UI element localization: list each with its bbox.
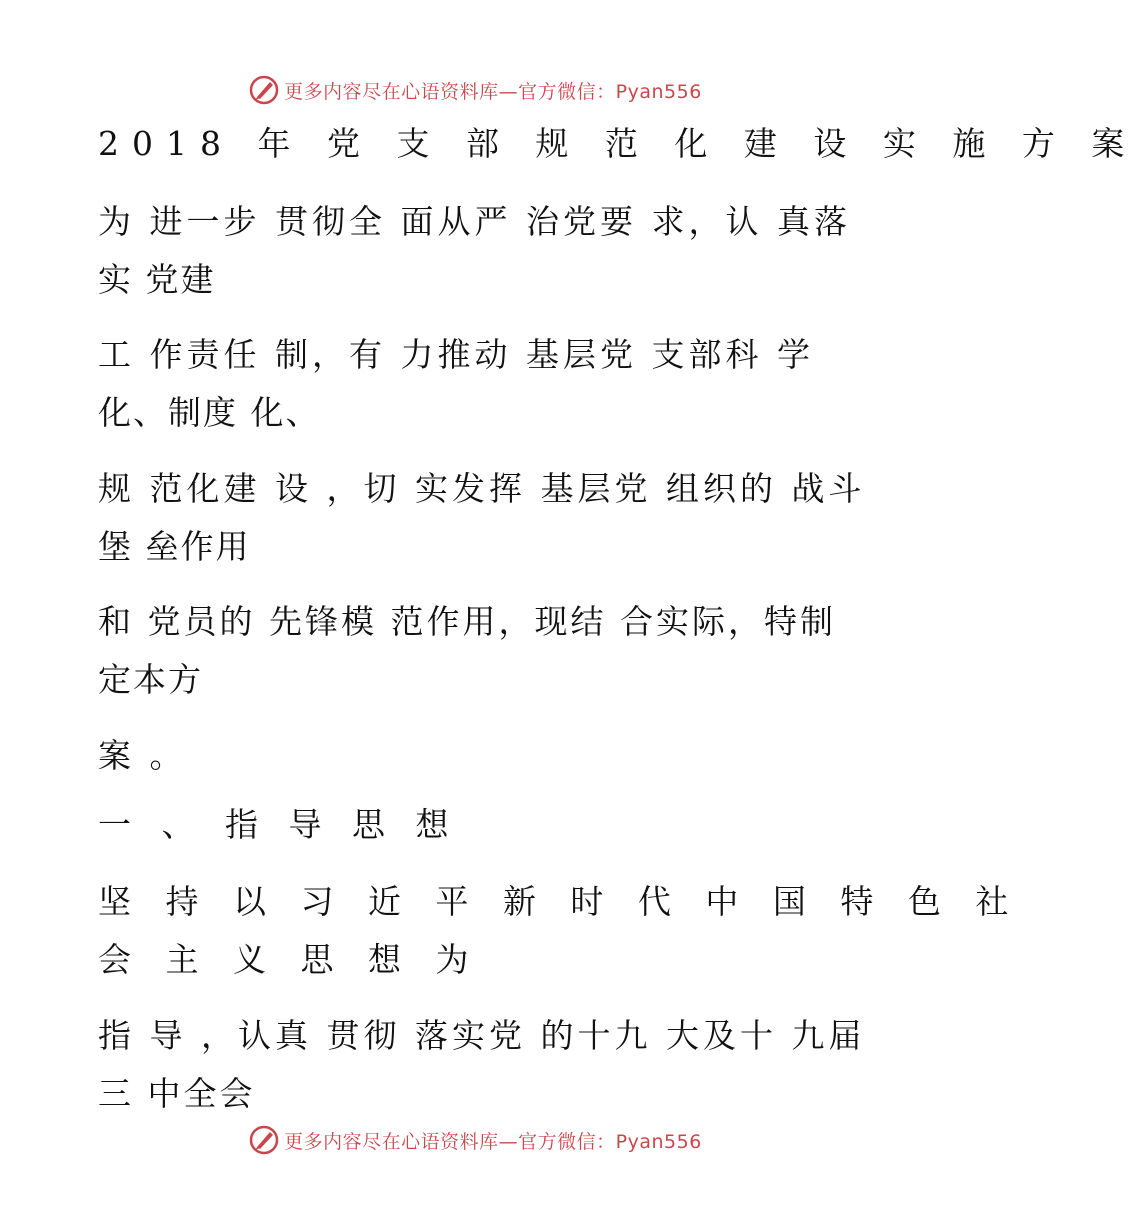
watermark-footer	[0, 1120, 950, 1160]
watermark-header	[0, 70, 950, 110]
watermark-text: 更多内容尽在心语资料库—官方微信：Pyan556	[284, 1130, 702, 1153]
paragraph-line: 工 作责任 制，有 力推动 基层党 支部科 学	[98, 335, 814, 374]
paragraph-line: 为 进一步 贯彻全 面从严 治党要 求，认 真落	[98, 202, 851, 241]
pen-seal-icon	[248, 74, 280, 106]
watermark-text: 更多内容尽在心语资料库—官方微信：Pyan556	[284, 80, 702, 103]
paragraph-line: 坚 持 以 习 近 平 新 时 代 中 国 特 色 社	[98, 882, 1021, 921]
paragraph-line: 堡 垒作用	[98, 527, 251, 566]
paragraph-line: 和 党员的 先锋模 范作用，现结 合实际，特制	[98, 602, 836, 641]
paragraph-line: 指 导 ，认真 贯彻 落实党 的十九 大及十 九届	[98, 1016, 866, 1055]
document-title: 2018 年 党 支 部 规 范 化 建 设 实 施 方 案	[98, 124, 1137, 163]
paragraph-line: 三 中全会	[98, 1074, 256, 1113]
paragraph-line: 化、制度 化、	[98, 393, 321, 432]
paragraph-line: 会 主 义 思 想 为	[98, 940, 481, 979]
section-heading: 一 、 指 导 思 想	[98, 805, 459, 844]
pen-seal-icon	[248, 1124, 280, 1156]
paragraph-line: 规 范化建 设 ，切 实发挥 基层党 组织的 战斗	[98, 469, 866, 508]
paragraph-line: 实 党建	[98, 260, 216, 299]
paragraph-line: 定本方	[98, 660, 203, 699]
paragraph-line: 案 。	[98, 736, 187, 775]
